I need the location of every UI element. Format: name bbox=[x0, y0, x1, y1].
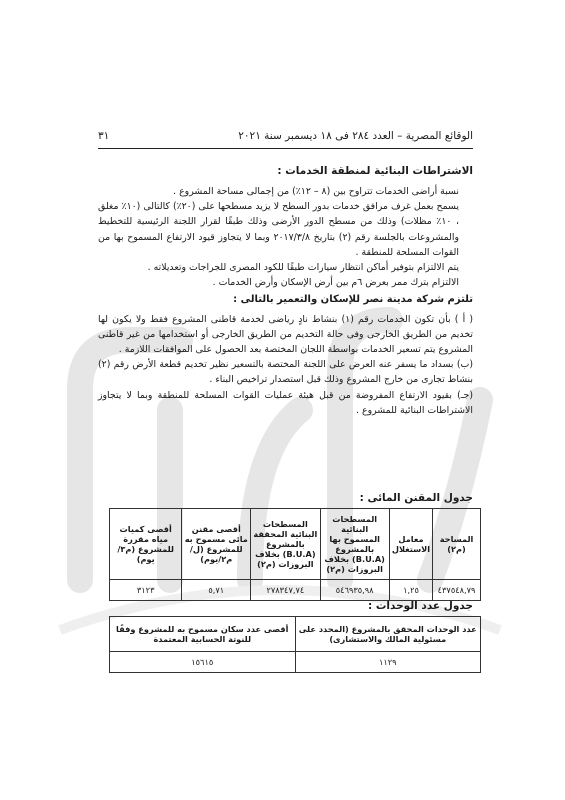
units-table-title: جدول عدد الوحدات : bbox=[368, 600, 473, 612]
table-header-cell: أقصى عدد سكان مسموح به للمشروع وفقًا للنوتة الحسابية المعتمدة bbox=[110, 617, 296, 652]
paragraph: يتم الالتزام بتوفير أماكن انتظار سيارات طبقًا للكود المصرى للجراجات وتعديلاته . bbox=[147, 262, 459, 274]
table-cell: ٥,٧١ bbox=[182, 580, 251, 601]
table-header-cell: أقصى كميات مياه مقررة للمشروع (م٣/يوم) bbox=[110, 509, 182, 580]
water-table-title: جدول المقنن المائى : bbox=[359, 492, 473, 504]
obligation-item: (ب) بسداد ما يسفر عنه العرض على اللجنة المختصة بالتسعير نظير تخديم قطعة الأرض رقم (٢) بنشاط تجارى من خارج المشروع وذلك قبل استصدار تراخيص البناء . bbox=[98, 359, 473, 386]
table-cell: ١,٢٥ bbox=[389, 580, 432, 601]
table-row bbox=[110, 652, 481, 673]
table-cell: ٥٤٦٩٣٥,٩٨ bbox=[320, 580, 389, 601]
page-header bbox=[98, 130, 473, 142]
table-cell: ١١٢٩ bbox=[295, 652, 481, 673]
header-divider bbox=[98, 148, 473, 149]
table-header-cell: المسطحات البنائية المسموح بها بالمشروع (B.U.A) بخلاف البروزات (م٢) bbox=[320, 509, 389, 580]
running-title: الوقائع المصرية – العدد ٢٨٤ فى ١٨ ديسمبر سنة ٢٠٢١ bbox=[238, 130, 473, 142]
table-header-cell: أقصى مقنن مائى مسموح به للمشروع (ل/م٢/يوم) bbox=[182, 509, 251, 580]
body-text bbox=[98, 184, 473, 418]
page-number: ٣١ bbox=[98, 130, 110, 142]
obligations-heading: تلتزم شركة مدينة نصر للإسكان والتعمير بالتالى : bbox=[233, 294, 473, 306]
table-cell: ٤٣٧٥٤٨,٧٩ bbox=[433, 580, 481, 601]
section-title: الاشتراطات البنائية لمنطقة الخدمات : bbox=[277, 165, 473, 177]
table-cell: ٣١٢٣ bbox=[110, 580, 182, 601]
table-cell: ١٥٦١٥ bbox=[110, 652, 296, 673]
units-table bbox=[109, 616, 481, 673]
water-quota-table bbox=[109, 508, 481, 601]
table-row bbox=[110, 580, 481, 601]
paragraph: يسمح بعمل غرف مرافق خدمات بدور السطح لا يزيد مسطحها على (٢٠٪) كالتالى (١٠٪ مغلق ، ١٠٪ مظلات) وذلك من مسطح الدور الأرضى وذلك طبقًا لقرار اللجنة الرئيسية للتخطيط والمشروعات بالجلسة رقم (٢) بتاريخ ٢٠١٧/٣/٨ وبما لا يتجاوز قيود الارتفاع المسموح بها من القوات المسلحة للمنطقة . bbox=[98, 201, 460, 258]
paragraph: نسبة أراضى الخدمات تتراوح بين (٨ – ١٢٪) من إجمالى مساحة المشروع . bbox=[173, 186, 459, 197]
obligation-item: (جـ) بقيود الارتفاع المفروضة من قبل هيئة عمليات القوات المسلحة للمنطقة وبما لا يتجاوز الاشتراطات البنائية للمشروع . bbox=[98, 389, 473, 416]
obligation-item: ( أ ) بأن تكون الخدمات رقم (١) بنشاط نادٍ رياضى لخدمة قاطنى المشروع فقط ولا يكون لها تخديم من الطريق الخارجى وفى حالة التخديم من الطريق الخارجى أو استخدامها من غير قاطنى المشروع يتم تسعير الخدمات بواسطة اللجان المختصة بعد الحصول على الموافقات اللازمة . bbox=[98, 313, 473, 356]
table-header-cell: المسطحات البنائية المحققة بالمشروع (B.U.A) بخلاف البروزات (م٢) bbox=[251, 509, 320, 580]
table-header-row bbox=[110, 509, 481, 580]
table-header-cell: المساحة (م٢) bbox=[433, 509, 481, 580]
table-header-cell: معامل الاستغلال bbox=[389, 509, 432, 580]
table-cell: ٢٧٨٣٤٧,٧٤ bbox=[251, 580, 320, 601]
paragraph: الالتزام بترك ممر بعرض ٦م بين أرض الإسكان وأرض الخدمات . bbox=[212, 277, 459, 289]
table-header-row bbox=[110, 617, 481, 652]
table-header-cell: عدد الوحدات المحقق بالمشروع (المحدد على مسئولية المالك والاستشارى) bbox=[295, 617, 481, 652]
